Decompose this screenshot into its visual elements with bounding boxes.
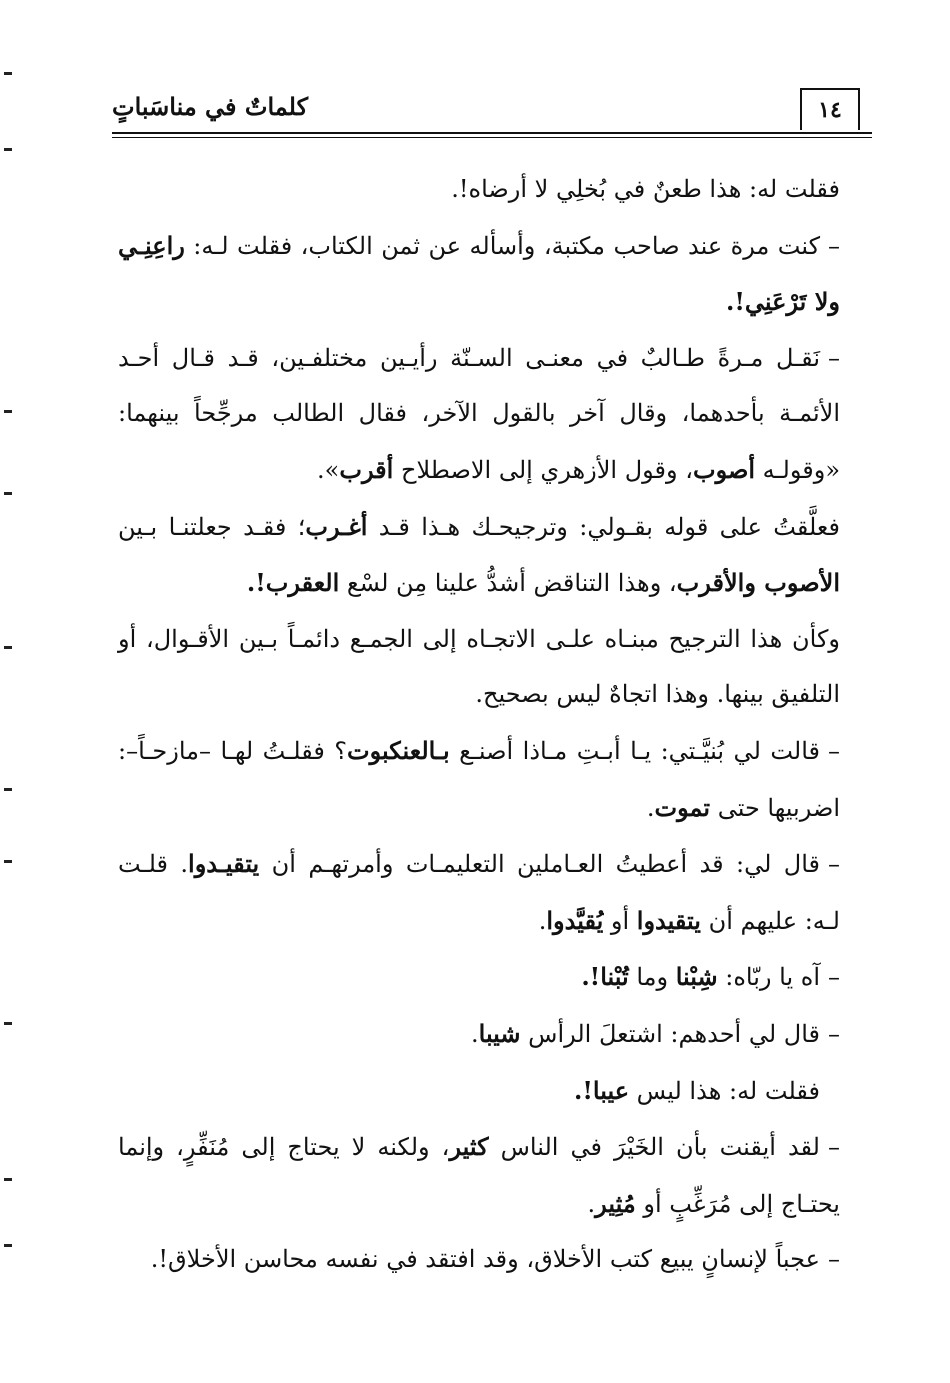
paragraph-text: نَقـل مـرةً طـالبٌ في معنـى السـنّة رأيـين مختلفـين، قـد قـال أحـد الأئمـة بأحدهما، وقال آخر بالقول الآخر، فقال الطالب مرجِّحاً بينهما: «وقولـه: [118, 343, 840, 484]
book-title: كلماتٌ في مناسَباتٍ: [112, 92, 309, 121]
paragraph: [118, 331, 840, 499]
emphasis-text: أقرب: [339, 454, 394, 484]
margin-mark: [4, 72, 12, 75]
paragraph-text: عجباً لإنسانٍ يبيع كتب الأخلاق، وقد افتقد في نفسه محاسن الأخلاق!.: [150, 1245, 820, 1274]
paragraph-text: ؛ فقـد جعلتنـا بـين: [118, 512, 306, 541]
margin-mark: [4, 1178, 12, 1181]
emphasis-text: العقرب!.: [246, 568, 340, 598]
emphasis-text: شِبْنا: [675, 962, 718, 992]
bullet-dash: –: [828, 1019, 840, 1048]
paragraph-text: .: [538, 906, 547, 935]
paragraph-text: فقلت له: هذا ليس: [629, 1076, 820, 1105]
paragraph-text: لقد أيقنت بأن الخَيْرَ في الناس: [488, 1133, 820, 1162]
paragraph: [118, 1006, 840, 1063]
paragraph: [118, 499, 840, 612]
paragraph-text: .: [587, 1189, 596, 1218]
paragraph: [118, 1232, 840, 1288]
margin-mark: [4, 860, 12, 863]
paragraph-text: وما: [628, 963, 676, 992]
bullet-dash: –: [828, 343, 840, 372]
paragraph-text: أو: [603, 906, 637, 935]
emphasis-text: أغـرب: [305, 511, 368, 541]
emphasis-text: تُبْنا!.: [581, 962, 629, 992]
bullet-dash: –: [828, 1133, 840, 1162]
paragraph-text: ، وهذا التناقض أشدُّ علينا مِن لسْع: [339, 569, 677, 598]
paragraph: [118, 1063, 840, 1120]
margin-mark: [4, 410, 12, 413]
bullet-dash: –: [828, 963, 840, 992]
page-header: [112, 82, 872, 138]
margin-mark: [4, 646, 12, 649]
paragraph-text: ، ولكنه لا يحتاج إلى مُنَفِّرٍ، وإنما يحتـاج إلى مُرَغِّبٍ أو: [118, 1133, 840, 1218]
emphasis-text: يتقيدوا: [636, 905, 701, 935]
header-rule: [112, 132, 872, 134]
emphasis-text: يتقيـدوا: [188, 849, 260, 879]
margin-mark: [4, 492, 12, 495]
paragraph-text: قال لي: قد أعطيتُ العـاملين التعليمـات وأمرتهـم أن: [259, 850, 820, 879]
paragraph-text: ؟ فقلـتُ لهـا –مازحـاً–: اضربيها حتى: [118, 736, 840, 822]
paragraph-text: قالت لي بُنيَّـتي: يـا أبـتِ مـاذا أصنـع: [449, 736, 820, 765]
paragraph-text: .: [470, 1019, 479, 1048]
margin-mark: [4, 1022, 12, 1025]
emphasis-text: أصوب: [692, 454, 756, 484]
emphasis-text: راعِنِـي ولا تَرْعَنِي!.: [118, 230, 840, 317]
emphasis-text: مُثِير: [595, 1188, 636, 1218]
emphasis-text: كثير: [449, 1132, 489, 1162]
margin-mark: [4, 1244, 12, 1247]
emphasis-text: شيبا: [478, 1018, 521, 1048]
bullet-dash: –: [828, 736, 840, 765]
emphasis-text: بـالعنكبوت: [347, 735, 450, 765]
paragraph: [118, 218, 840, 331]
paragraph-text: آه يا ربّاه:: [717, 963, 820, 992]
margin-mark: [4, 148, 12, 151]
paragraph: [118, 949, 840, 1006]
paragraph: [118, 1119, 840, 1232]
emphasis-text: يُقيَّدوا: [546, 905, 604, 935]
bullet-dash: –: [828, 850, 840, 879]
paragraph: [118, 723, 840, 836]
page-number: ١٤: [800, 88, 860, 130]
paragraph-text: .: [646, 793, 655, 822]
paragraph-text: ».: [317, 455, 340, 484]
paragraph-text: فقلت له: هذا طعنٌ في بُخلِي لا أرضاه!.: [451, 175, 840, 203]
emphasis-text: عيبا!.: [574, 1075, 630, 1105]
paragraph-text: وكأن هذا الترجيح مبنـاه علـى الاتجـاه إلى الجمـع دائمـاً بـين الأقـوال، أو التلفيق بينها. وهذا اتجاهٌ ليس بصحيح.: [118, 624, 840, 709]
emphasis-text: الأصوب والأقرب: [676, 568, 840, 598]
paragraph-text: . قلـت لـه: عليهم أن: [118, 850, 840, 935]
emphasis-text: تموت: [654, 792, 711, 822]
bullet-dash: –: [828, 1245, 840, 1274]
paragraph-text: فعلَّقتُ على قوله بقـولي: وترجيحـك هـذا قـد: [367, 512, 840, 541]
bullet-dash: –: [828, 231, 841, 260]
paragraph: [118, 162, 840, 218]
paragraph: [118, 612, 840, 723]
paragraph-text: ، وقول الأزهري إلى الاصطلاح: [393, 455, 693, 484]
margin-mark: [4, 788, 12, 791]
header-rule-thin: [112, 137, 872, 138]
paragraph: [118, 836, 840, 949]
paragraph-text: قال لي أحدهم: اشتعلَ الرأس: [520, 1019, 820, 1048]
page-body: [118, 162, 840, 1288]
paragraph-text: كنت مرة عند صاحب مكتبة، وأسأله عن ثمن الكتاب، فقلت لـه:: [184, 231, 821, 260]
